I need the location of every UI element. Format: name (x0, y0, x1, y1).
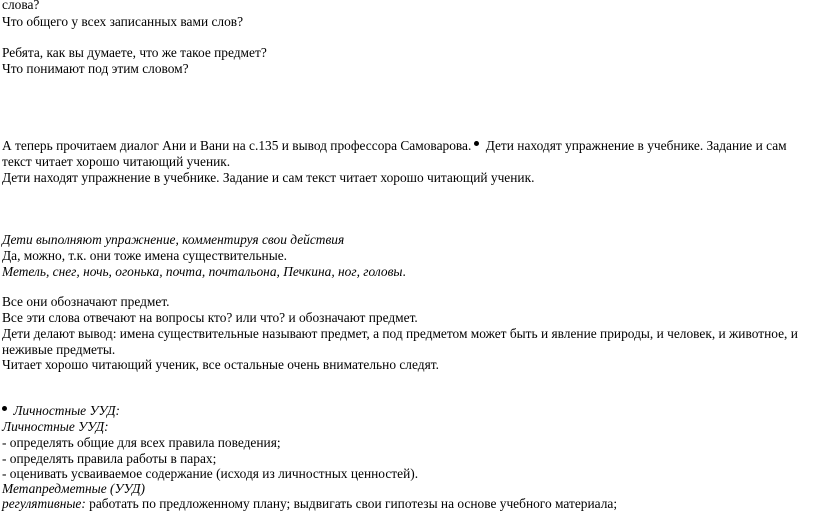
text-segment: А теперь прочитаем диалог Ани и Вани на с.135 и вывод профессора Самоварова. (2, 138, 472, 153)
text-segment: Личностные УУД: (10, 403, 120, 418)
text-line: - оценивать усваиваемое содержание (исходя из личностных ценностей). (2, 466, 419, 481)
text-line: текст читает хорошо читающий ученик. (2, 154, 231, 169)
text-line: Дети выполняют упражнение, комментируя свои действия (2, 232, 345, 247)
text-segment: регулятивные: (2, 496, 86, 511)
text-line: Дети находят упражнение в учебнике. Задание и сам текст читает хорошо читающий ученик. (2, 170, 535, 185)
text-line: Все они обозначают предмет. (2, 294, 170, 309)
text-segment: Метель, снег, ночь, огонька, почта, почтальона, Печкина, ног, головы (2, 264, 403, 279)
bullet-icon (2, 406, 7, 411)
text-line: неживые предметы. (2, 342, 116, 357)
text-line (2, 403, 120, 419)
text-segment: . (402, 264, 406, 279)
text-line: слова? (2, 0, 40, 12)
text-line: Что общего у всех записанных вами слов? (2, 14, 244, 29)
bullet-icon (474, 141, 479, 146)
text-line: Ребята, как вы думаете, что же такое предмет? (2, 45, 267, 60)
text-line (2, 264, 406, 280)
text-line (2, 496, 617, 512)
text-line: - определять правила работы в парах; (2, 451, 217, 466)
text-line: Читает хорошо читающий ученик, все остальные очень внимательно следят. (2, 357, 439, 372)
text-line: Метапредметные (УУД) (2, 481, 145, 496)
text-line: Личностные УУД: (2, 419, 109, 434)
text-line: Что понимают под этим словом? (2, 61, 189, 76)
text-segment: Дети находят упражнение в учебнике. Задание и сам (482, 138, 787, 153)
text-line: Все эти слова отвечают на вопросы кто? или что? и обозначают предмет. (2, 310, 418, 325)
text-line: Да, можно, т.к. они тоже имена существительные. (2, 248, 288, 263)
text-line: Дети делают вывод: имена существительные называют предмет, а под предметом может быть и явление природы, и человек, и животное, и (2, 326, 798, 341)
text-line (2, 138, 787, 154)
text-line: - определять общие для всех правила поведения; (2, 435, 281, 450)
text-segment: работать по предложенному плану; выдвигать свои гипотезы на основе учебного материала; (85, 496, 618, 511)
